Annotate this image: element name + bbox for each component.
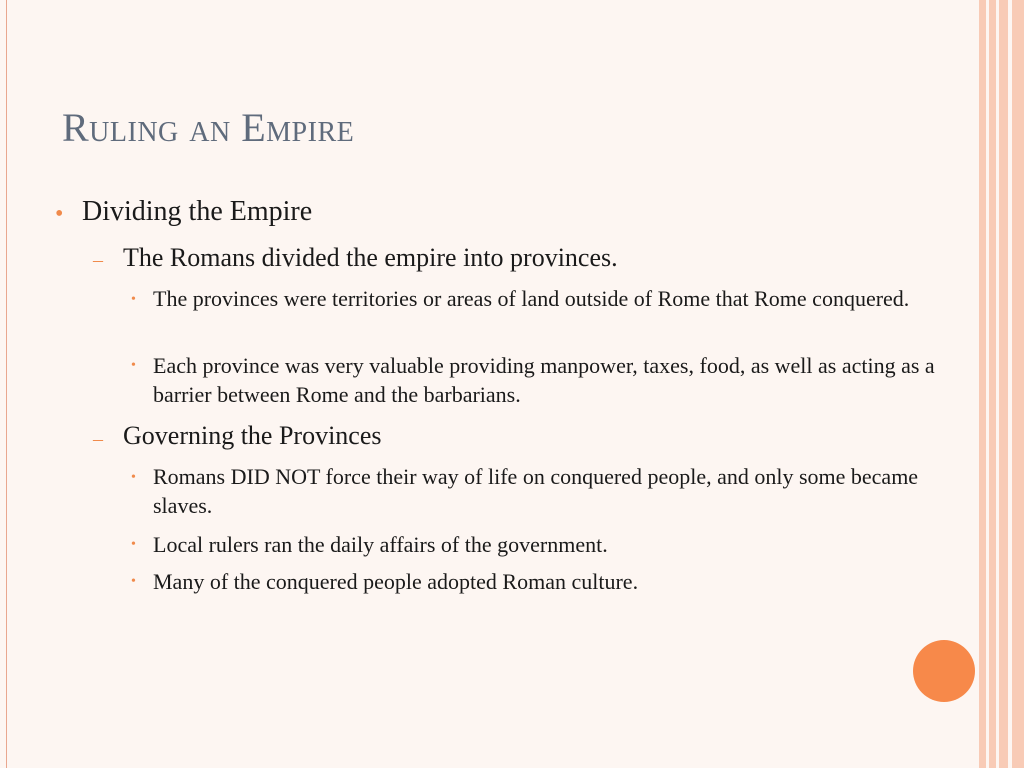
dash-marker: – [93, 249, 103, 271]
bullet-level2: Governing the Provinces [123, 421, 382, 450]
bullet-level3: Romans DID NOT force their way of life on conquered people, and only some became slaves. [153, 464, 919, 518]
bullet-level3: Many of the conquered people adopted Roman culture. [153, 569, 639, 594]
bullet-marker: • [131, 574, 136, 589]
decorative-circle [913, 640, 975, 702]
dash-marker: – [93, 428, 103, 450]
decorative-stripe [979, 0, 986, 768]
bullet-marker: • [55, 201, 64, 227]
left-border-line [6, 0, 7, 768]
bullet-level1: Dividing the Empire [82, 196, 313, 227]
bullet-marker: • [131, 537, 136, 552]
bullet-marker: • [131, 358, 136, 373]
bullet-level3: Each province was very valuable providing manpower, taxes, food, as well as acting as a barrier between Rome and the barbarians. [153, 353, 935, 407]
slide-title: Ruling an Empire [62, 105, 355, 150]
bullet-marker: • [131, 470, 136, 485]
decorative-stripe [999, 0, 1008, 768]
decorative-stripe [1012, 0, 1024, 768]
decorative-stripe [989, 0, 996, 768]
bullet-marker: • [131, 292, 136, 307]
bullet-level2: The Romans divided the empire into provinces. [123, 243, 618, 272]
bullet-level3: Local rulers ran the daily affairs of the government. [153, 532, 608, 557]
bullet-level3: The provinces were territories or areas of land outside of Rome that Rome conquered. [153, 286, 910, 311]
